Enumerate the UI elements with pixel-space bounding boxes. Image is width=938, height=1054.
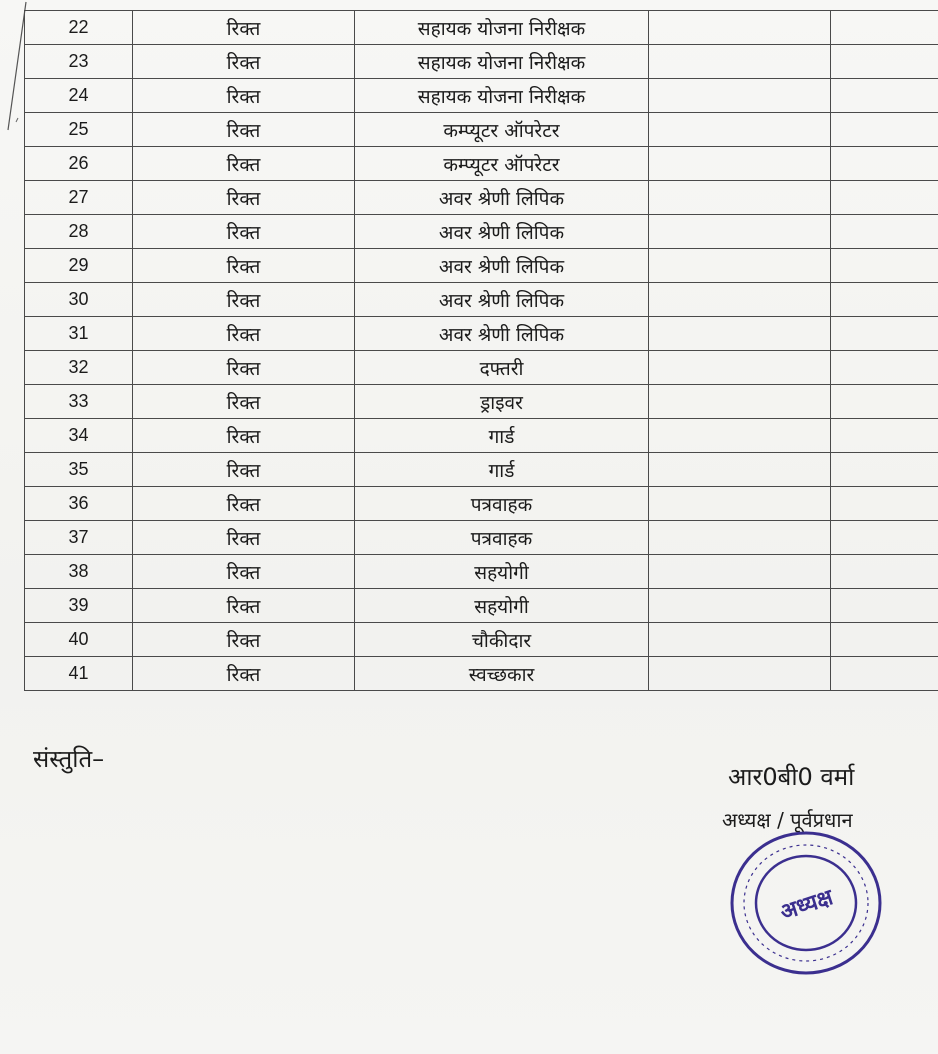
status-cell: रिक्त [133,45,355,79]
blank-cell [831,45,938,79]
blank-cell [649,657,831,691]
vacancy-table [24,10,938,691]
blank-cell [831,215,938,249]
status-cell: रिक्त [133,657,355,691]
table-row [25,249,938,283]
blank-cell [649,45,831,79]
post-name-cell: ड्राइवर [355,385,649,419]
post-name-cell: दफ्तरी [355,351,649,385]
post-name-cell: कम्प्यूटर ऑपरेटर [355,147,649,181]
post-name-cell: अवर श्रेणी लिपिक [355,317,649,351]
blank-cell [831,555,938,589]
serial-number-cell: 24 [25,79,133,113]
post-name-cell: स्वच्छकार [355,657,649,691]
serial-number-cell: 41 [25,657,133,691]
blank-cell [649,11,831,45]
status-cell: रिक्त [133,623,355,657]
blank-cell [649,113,831,147]
serial-number-cell: 29 [25,249,133,283]
post-name-cell: अवर श्रेणी लिपिक [355,249,649,283]
table-row [25,181,938,215]
blank-cell [649,317,831,351]
post-name-cell: चौकीदार [355,623,649,657]
blank-cell [649,521,831,555]
table-row [25,419,938,453]
blank-cell [831,623,938,657]
table-row [25,555,938,589]
blank-cell [831,351,938,385]
post-name-cell: सहायक योजना निरीक्षक [355,11,649,45]
serial-number-cell: 26 [25,147,133,181]
status-cell: रिक्त [133,589,355,623]
serial-number-cell: 35 [25,453,133,487]
table-row [25,147,938,181]
blank-cell [831,385,938,419]
post-name-cell: अवर श्रेणी लिपिक [355,215,649,249]
status-cell: रिक्त [133,249,355,283]
post-name-cell: सहयोगी [355,555,649,589]
table-row [25,589,938,623]
post-name-cell: सहयोगी [355,589,649,623]
serial-number-cell: 39 [25,589,133,623]
post-name-cell: सहायक योजना निरीक्षक [355,79,649,113]
blank-cell [831,521,938,555]
post-name-cell: अवर श्रेणी लिपिक [355,283,649,317]
serial-number-cell: 25 [25,113,133,147]
serial-number-cell: 38 [25,555,133,589]
seal-center-text: अध्यक्ष [777,885,837,926]
table-row [25,623,938,657]
blank-cell [831,487,938,521]
status-cell: रिक्त [133,181,355,215]
blank-cell [649,147,831,181]
blank-cell [649,623,831,657]
blank-cell [831,419,938,453]
post-name-cell: कम्प्यूटर ऑपरेटर [355,113,649,147]
table-row [25,317,938,351]
post-name-cell: गार्ड [355,419,649,453]
table-row [25,45,938,79]
blank-cell [649,385,831,419]
blank-cell [649,79,831,113]
status-cell: रिक्त [133,113,355,147]
serial-number-cell: 27 [25,181,133,215]
serial-number-cell: 31 [25,317,133,351]
blank-cell [649,181,831,215]
blank-cell [831,181,938,215]
post-name-cell: गार्ड [355,453,649,487]
table-row [25,487,938,521]
table-row [25,79,938,113]
signer-name: आर0बी0 वर्मा [728,763,855,791]
blank-cell [831,147,938,181]
post-name-cell: सहायक योजना निरीक्षक [355,45,649,79]
status-cell: रिक्त [133,283,355,317]
blank-cell [649,351,831,385]
recommendation-label: संस्तुति– [33,745,105,773]
table-row [25,385,938,419]
serial-number-cell: 37 [25,521,133,555]
table-row [25,113,938,147]
status-cell: रिक्त [133,453,355,487]
table-row [25,215,938,249]
blank-cell [831,657,938,691]
status-cell: रिक्त [133,487,355,521]
blank-cell [831,113,938,147]
table-row [25,351,938,385]
blank-cell [831,317,938,351]
status-cell: रिक्त [133,555,355,589]
serial-number-cell: 22 [25,11,133,45]
blank-cell [831,79,938,113]
blank-cell [649,453,831,487]
blank-cell [649,555,831,589]
blank-cell [649,419,831,453]
table-row [25,283,938,317]
status-cell: रिक्त [133,147,355,181]
serial-number-cell: 33 [25,385,133,419]
serial-number-cell: 32 [25,351,133,385]
serial-number-cell: 34 [25,419,133,453]
status-cell: रिक्त [133,317,355,351]
blank-cell [649,487,831,521]
post-name-cell: अवर श्रेणी लिपिक [355,181,649,215]
official-seal-stamp [728,828,884,978]
blank-cell [649,215,831,249]
table-row [25,521,938,555]
serial-number-cell: 30 [25,283,133,317]
status-cell: रिक्त [133,521,355,555]
status-cell: रिक्त [133,385,355,419]
status-cell: रिक्त [133,11,355,45]
blank-cell [831,249,938,283]
serial-number-cell: 28 [25,215,133,249]
status-cell: रिक्त [133,79,355,113]
blank-cell [831,453,938,487]
post-name-cell: पत्रवाहक [355,521,649,555]
status-cell: रिक्त [133,419,355,453]
table-row [25,453,938,487]
post-name-cell: पत्रवाहक [355,487,649,521]
blank-cell [649,283,831,317]
table-row [25,11,938,45]
blank-cell [649,249,831,283]
serial-number-cell: 36 [25,487,133,521]
blank-cell [831,283,938,317]
blank-cell [649,589,831,623]
status-cell: रिक्त [133,351,355,385]
blank-cell [831,589,938,623]
blank-cell [831,11,938,45]
status-cell: रिक्त [133,215,355,249]
table-row [25,657,938,691]
serial-number-cell: 23 [25,45,133,79]
signer-designation: अध्यक्ष / पूर्वप्रधान [722,808,853,832]
serial-number-cell: 40 [25,623,133,657]
